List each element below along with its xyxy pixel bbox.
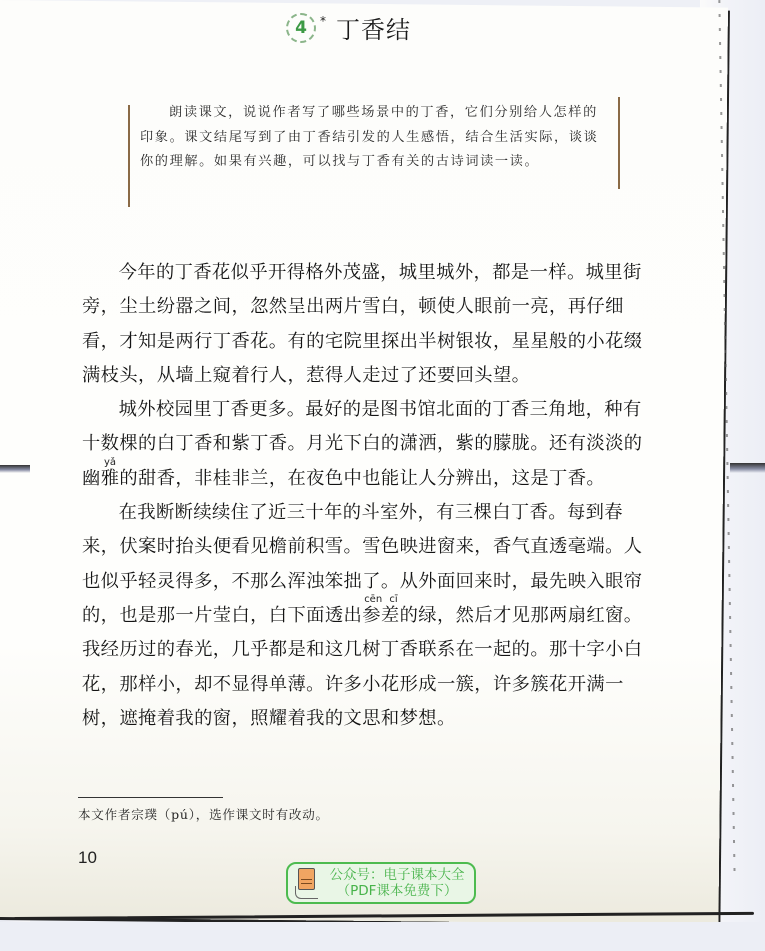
footnote-divider [78,797,223,798]
paragraph-3-text-after: 的绿，然后才见那两扇红窗。我经历过的春光，几乎都是和这几树丁香联系在一起的。那十字小白花，那样小，却不显得单薄。许多小花形成一簇，许多簇花开满一树，遮掩着我的窗，照耀着我的文思和梦想。 [82,604,643,729]
watermark-text [320,867,474,899]
pinyin-annotation-cenci [362,593,400,626]
prompt-bar-right [618,97,620,189]
lesson-title: 丁香结 [336,16,411,44]
paragraph-3-text-before: 在我断断续续住了近三十年的斗室外，有三棵白丁香。每到春来，伏案时抬头便看见檐前积雪。雪色映进窗来，香气直透毫端。人也似乎轻灵得多，不那么浑浊笨拙了。从外面回来时，最先映入眼帘的，也是那一片莹白，白下面透出 [82,502,643,626]
hand-icon [295,886,318,899]
annotated-char: 雅 [100,467,120,489]
footnote: 本文作者宗璞（pú），选作课文时有改动。 [78,807,329,822]
prompt-bar-left [128,105,130,207]
watermark-line-1: 公众号：电子课本大全 [329,867,465,883]
lesson-number-badge: 4 [286,13,316,43]
paragraph-1: 今年的丁香花似乎开得格外茂盛，城里城外，都是一样。城里街旁，尘土纷嚣之间，忽然呈出两片雪白，顿使人眼前一亮，再仔细看，才知是两行丁香花。有的宅院里探出半树银妆，星星般的小花缀满枝头，从墙上窥着行人，惹得人走过了还要回头望。 [82,262,643,386]
paragraph-3 [82,496,654,736]
ebook-hand-icon [294,866,320,900]
reading-prompt-box [128,97,620,207]
lesson-body [82,256,654,736]
page-number: 10 [78,848,97,867]
pinyin-cenci: cēn cī [362,593,400,605]
lesson-header [286,10,411,45]
pinyin-ya: yǎ [100,456,120,468]
reading-prompt-text: 朗读课文，说说作者写了哪些场景中的丁香，它们分别给人怎样的印象。课文结尾写到了由丁香结引发的人生感悟，结合生活实际，谈谈你的理解。如果有兴趣，可以找与丁香有关的古诗词读一读。 [140,105,599,169]
page-fold-shadow-left [0,465,30,473]
paragraph-2-text-before: 城外校园里丁香更多。最好的是图书馆北面的丁香三角地，种有十数棵的白丁香和紫丁香。月光下白的潇洒，紫的朦胧。还有淡淡的幽 [82,399,643,489]
self-study-star-mark: * [320,13,326,28]
paragraph-2-text-after: 的甜香，非桂非兰，在夜色中也能让人分辨出，这是丁香。 [119,467,606,489]
pinyin-annotation-ya [100,456,120,489]
scan-bottom-margin [0,922,765,951]
annotated-word: 参差 [362,604,400,626]
watermark-line-2: （PDF课本免费下） [336,883,458,899]
watermark-badge [286,862,476,904]
page-fold-shadow-right [730,463,765,473]
paragraph-2 [82,393,654,496]
